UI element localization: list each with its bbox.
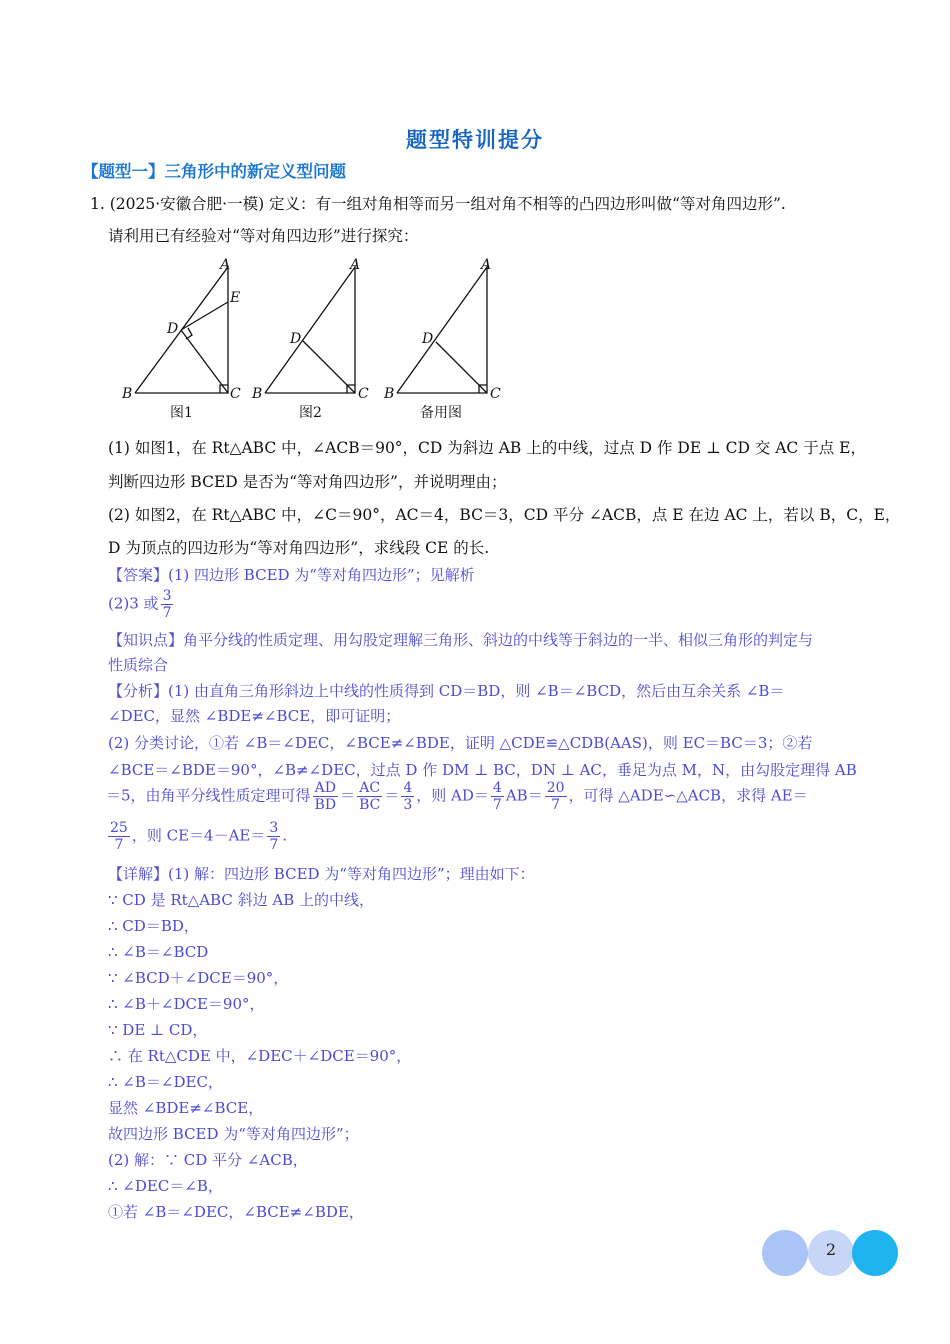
fig1-label-b: B [122, 386, 133, 402]
geometry-figures [110, 252, 520, 424]
fraction-4-3: $\frac{4}{3}$ [403, 780, 413, 813]
page-title: 题型特训提分 [406, 128, 544, 152]
fig2-label-b: B [252, 386, 263, 402]
problem-line-1: 1. (2025·安徽合肥·一模) 定义：有一组对角相等而另一组对角不相等的凸四边形叫做“等对角四边形”. [90, 195, 786, 213]
question-1-line-1: (1) 如图1，在 Rt△ABC 中，∠ACB＝90°，CD 为斜边 AB 上的中线，过点 D 作 DE ⊥ CD 交 AC 于点 E， [108, 439, 866, 457]
detail-line: ∴ 在 Rt△CDE 中，∠DEC＋∠DCE＝90°， [108, 1047, 412, 1065]
detail-line: ∵ DE ⊥ CD， [108, 1021, 208, 1039]
fig1-label-e: E [230, 290, 241, 306]
analysis-line-1: 【分析】(1) 由直角三角形斜边上中线的性质得到 CD＝BD，则 ∠B＝∠BCD，然后由互余关系 ∠B＝ [108, 682, 785, 700]
fraction-3-7: $\frac{3}{7}$ [269, 820, 279, 853]
analysis-line-5: ＝5，由角平分线性质定理可得 $\frac{AD}{BD}$ ＝ $\frac{AC}{BC}$ ＝ $\frac{4}{3}$ ，则 AD＝ $\frac{4}{7}$ AB＝ $\frac{20}{7}$ ，可得 △ADE∽△ACB，求得 AE＝ [106, 780, 808, 813]
question-2-line-1: (2) 如图2，在 Rt△ABC 中，∠C＝90°，AC＝4，BC＝3，CD 平分 ∠ACB，点 E 在边 AC 上，若以 B，C，E， [108, 506, 901, 524]
detail-line: (2) 解：∵ CD 平分 ∠ACB， [108, 1151, 308, 1169]
fig3-caption: 备用图 [420, 405, 462, 421]
detail-line: ∴ ∠DEC＝∠B， [108, 1177, 223, 1195]
fraction-ac-bc: $\frac{AC}{BC}$ [359, 780, 381, 813]
fig2-label-a: A [350, 257, 361, 273]
fig1-caption: 图1 [170, 405, 193, 421]
answer-fraction: $\frac{3}{7}$ [162, 588, 172, 621]
analysis-line-6: $\frac{25}{7}$ ，则 CE＝4－AE＝ $\frac{3}{7}$ . [110, 820, 288, 853]
fraction-ad-bd: $\frac{AD}{BD}$ [314, 780, 337, 813]
analysis-line-4: ∠BCE＝∠BDE＝90°，∠B≠∠DEC，过点 D 作 DM ⊥ BC，DN ⊥ AC，垂足为点 M，N，由勾股定理得 AB [108, 761, 857, 779]
detail-line: 显然 ∠BDE≠∠BCE， [108, 1099, 264, 1117]
fig3-label-a: A [481, 257, 492, 273]
detail-line: ∴ ∠B＋∠DCE＝90°， [108, 995, 265, 1013]
question-2-line-2: D 为顶点的四边形为“等对角四边形”，求线段 CE 的长. [108, 539, 490, 557]
knowledge-line-1: 【知识点】角平分线的性质定理、用勾股定理解三角形、斜边的中线等于斜边的一半、相似三角形的判定与 [108, 631, 814, 649]
fig1-cd [181, 330, 228, 393]
fig1-de [181, 302, 228, 330]
detail-line: ∴ ∠B＝∠BCD [108, 943, 209, 961]
fig3-label-b: B [384, 386, 395, 402]
fraction-4-7: $\frac{4}{7}$ [492, 780, 502, 813]
answer-line-2: (2)3 或 $\frac{3}{7}$ [108, 588, 172, 621]
analysis-line-2: ∠DEC，显然 ∠BDE≠∠BCE，即可证明； [108, 707, 401, 725]
analysis-line-3: (2) 分类讨论，①若 ∠B＝∠DEC，∠BCE≠∠BDE，证明 △CDE≌△CDB(AAS)，则 EC＝BC＝3；②若 [108, 734, 813, 752]
detail-line: ∵ CD 是 Rt△ABC 斜边 AB 上的中线， [108, 891, 374, 909]
section-heading: 【题型一】三角形中的新定义型问题 [82, 162, 346, 181]
fig2-label-c: C [358, 386, 369, 402]
fraction-25-7: $\frac{25}{7}$ [110, 820, 128, 853]
detail-line: ∵ ∠BCD＋∠DCE＝90°， [108, 969, 289, 987]
fig2-triangle [265, 267, 355, 393]
detail-line: ①若 ∠B＝∠DEC，∠BCE≠∠BDE， [108, 1203, 364, 1221]
answer-line-1: 【答案】(1) 四边形 BCED 为“等对角四边形”；见解析 [108, 566, 475, 584]
badge-circle-right [852, 1230, 898, 1276]
question-1-line-2: 判断四边形 BCED 是否为“等对角四边形”，并说明理由； [108, 473, 507, 491]
fig3-label-c: C [490, 386, 501, 402]
fig1-label-c: C [230, 386, 241, 402]
fig2-caption: 图2 [299, 405, 322, 421]
knowledge-line-2: 性质综合 [108, 656, 169, 674]
fig3-label-d: D [422, 331, 434, 347]
problem-line-2: 请利用已有经验对“等对角四边形”进行探究： [108, 227, 419, 245]
detail-line: 故四边形 BCED 为“等对角四边形”； [108, 1125, 359, 1143]
page-number: 2 [825, 1240, 837, 1259]
detail-line: ∴ CD＝BD， [108, 917, 199, 935]
fig1-label-a: A [220, 257, 231, 273]
fig2-label-d: D [290, 331, 302, 347]
fig1-label-d: D [167, 321, 179, 337]
fig3-triangle [397, 267, 487, 393]
fraction-20-7: $\frac{20}{7}$ [546, 780, 565, 813]
badge-circle-left [762, 1230, 808, 1276]
detail-line: ∴ ∠B＝∠DEC， [108, 1073, 223, 1091]
detail-line: 【详解】(1) 解：四边形 BCED 为“等对角四边形”；理由如下： [108, 865, 535, 883]
